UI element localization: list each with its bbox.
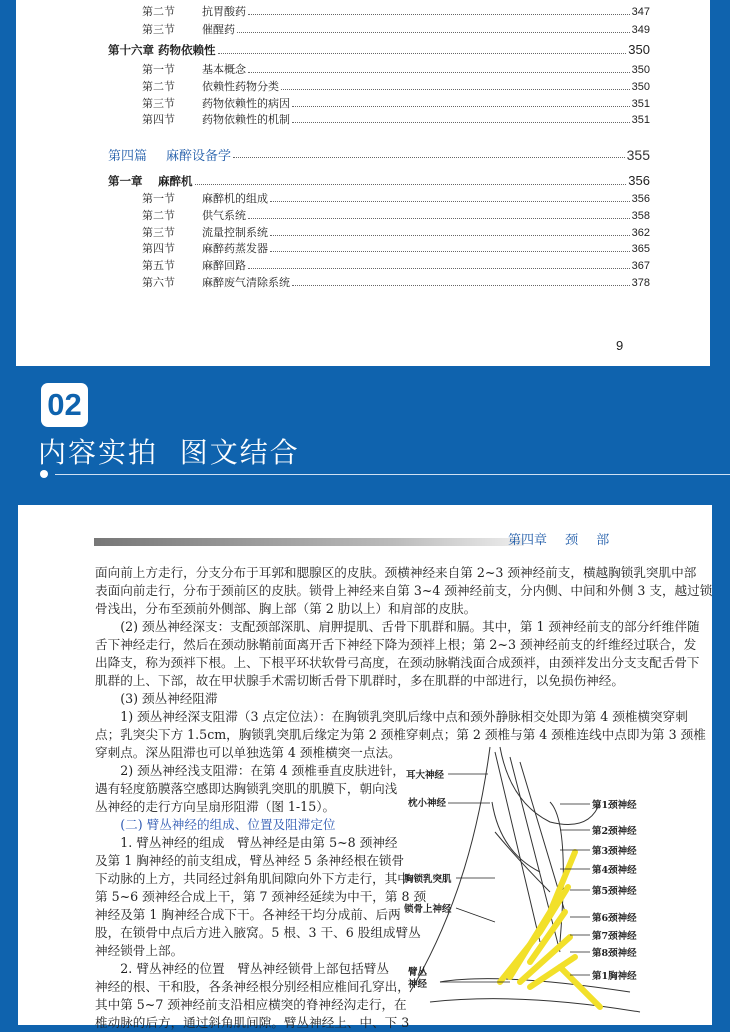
toc-leader <box>292 106 630 107</box>
toc-leader <box>292 285 630 286</box>
fig-label: 耳大神经 <box>406 770 445 781</box>
body-text-line: (二) 臂丛神经的组成、位置及阻滞定位 <box>95 817 336 832</box>
toc-page: 358 <box>631 210 650 222</box>
toc-page: 378 <box>631 277 650 289</box>
toc-number: 第一节 <box>142 63 175 76</box>
fig-label: 第1胸神经 <box>592 971 637 982</box>
toc-leader <box>248 72 630 73</box>
toc-title: 麻醉机的组成 <box>202 192 268 205</box>
body-text-line: 表面向前走行，分布于颈前区的皮肤。锁骨上神经来自第 3~4 颈神经前支，分内侧、中间和外侧 3 支，越过锁 <box>95 583 713 598</box>
running-head: 第四章 颈 部 <box>508 533 610 548</box>
body-text-line: 遇有轻度筋膜落空感即达胸锁乳突肌的肌膜下，朝向浅 <box>95 781 398 796</box>
body-text-line: 第 5~6 颈神经合成上干，第 7 颈神经延续为中干，第 8 颈 <box>95 889 427 904</box>
toc-number: 第二节 <box>142 5 175 18</box>
body-text-line: 肌群的上、下部，故在甲状腺手术需切断舌骨下肌群时，多在肌群的中部进行，以免损伤神经。 <box>95 673 624 688</box>
toc-leader <box>248 268 630 269</box>
body-text-line: (3) 颈丛神经阻滞 <box>95 691 218 706</box>
toc-page: 350 <box>628 42 650 57</box>
toc-number: 第五节 <box>142 259 175 272</box>
toc-page: 367 <box>631 260 650 272</box>
body-text-line: 椎动脉的后方，通过斜角肌间隙。臂丛神经上、中、下 3 <box>95 1015 410 1030</box>
body-text-line: 下动脉的上方，共同经过斜角肌间隙向外下方走行，其中 <box>95 871 410 886</box>
toc-leader <box>218 53 627 54</box>
toc-entry <box>142 111 650 127</box>
toc-page: 356 <box>628 173 650 188</box>
toc-page: 347 <box>631 6 650 18</box>
toc-title: 流量控制系统 <box>202 226 268 239</box>
toc-leader <box>233 157 625 158</box>
toc-title: 供气系统 <box>202 209 246 222</box>
body-text-line: 骨浅出，分布至颈前外侧部、胸上部（第 2 肋以上）和肩部的皮肤。 <box>95 601 477 616</box>
toc-page: 355 <box>626 147 650 163</box>
toc-title: 麻醉设备学 <box>166 148 232 163</box>
toc-page: 365 <box>631 243 650 255</box>
toc-number: 第二节 <box>142 209 175 222</box>
toc-number: 第三节 <box>142 23 175 36</box>
toc-entry <box>142 257 650 273</box>
toc-number: 第一节 <box>142 192 175 205</box>
toc-leader <box>195 184 627 185</box>
toc-number: 第三节 <box>142 226 175 239</box>
fig-label: 第4颈神经 <box>592 865 637 876</box>
toc-leader <box>281 89 630 90</box>
cervical-plexus-figure <box>400 742 650 1022</box>
body-text-line: (2) 颈丛神经深支：支配颈部深肌、肩胛提肌、舌骨下肌群和膈。其中，第 1 颈神经前支的部分纤维伴随 <box>95 619 700 634</box>
toc-page: 356 <box>631 193 650 205</box>
toc-number: 第一章 <box>108 174 143 188</box>
toc-page <box>16 0 710 366</box>
toc-leader <box>248 14 630 15</box>
toc-page: 350 <box>631 64 650 76</box>
toc-page: 362 <box>631 227 650 239</box>
toc-number: 第四节 <box>142 242 175 255</box>
toc-page: 351 <box>631 98 650 110</box>
body-text-line: 1. 臂丛神经的组成 臂丛神经是由第 5~8 颈神经 <box>95 835 398 850</box>
body-text-line: 股，在锁骨中点后方进入腋窝。5 根、3 干、6 股组成臂丛 <box>95 925 421 940</box>
body-text-line: 点；乳突尖下方 1.5cm，胸锁乳突肌后缘定为第 2 颈椎穿刺点；第 2 颈椎与第 4 颈椎连线中点即为第 3 颈椎 <box>95 727 706 742</box>
fig-label: 胸锁乳突肌 <box>404 874 452 885</box>
toc-page: 350 <box>631 81 650 93</box>
body-text-line: 出降支，称为颈袢下根。上、下根平环状软骨弓高度，在颈动脉鞘浅面合成颈袢，由颈袢发出分支支配舌骨下 <box>95 655 700 670</box>
body-text-line: 及第 1 胸神经的前支组成，臂丛神经 5 条神经根在锁骨 <box>95 853 405 868</box>
body-text-line: 神经及第 1 胸神经合成下干。各神经干均分成前、后两 <box>95 907 401 922</box>
toc-number: 第六节 <box>142 276 175 289</box>
toc-title: 麻醉机 <box>158 174 193 188</box>
body-text-line: 穿刺点。深丛阻滞也可以单独选第 4 颈椎横突一点法。 <box>95 745 401 760</box>
toc-entry <box>108 42 650 58</box>
toc-leader <box>270 235 630 236</box>
fig-label: 第8颈神经 <box>592 948 637 959</box>
toc-entry <box>142 224 650 240</box>
sample-page <box>18 505 713 1030</box>
toc-entry <box>142 21 650 37</box>
toc-page: 351 <box>631 114 650 126</box>
toc-title: 麻醉废气清除系统 <box>202 276 290 289</box>
toc-title: 催醒药 <box>202 23 235 36</box>
toc-leader <box>270 251 630 252</box>
toc-entry <box>142 274 650 290</box>
toc-title: 药物依赖性的机制 <box>202 113 290 126</box>
body-text-line: 神经的根、干和股，各条神经根分别经相应椎间孔穿出， <box>95 979 410 994</box>
toc-number: 第四篇 <box>108 148 148 163</box>
body-text-line: 其中第 5~7 颈神经前支沿相应横突的脊神经沟走行，在 <box>95 997 407 1012</box>
section-headline: 内容实拍 图文结合 <box>38 436 300 469</box>
fig-label: 第7颈神经 <box>592 931 637 942</box>
fig-label: 第6颈神经 <box>592 913 637 924</box>
body-text-line: 1) 颈丛神经深支阻滞（3 点定位法）：在胸锁乳突肌后缘中点和颈外静脉相交处即为第 4 颈椎横突穿刺 <box>95 709 688 724</box>
toc-leader <box>248 218 630 219</box>
toc-entry <box>142 240 650 256</box>
section-badge: 02 <box>41 383 88 427</box>
body-text-line: 舌下神经走行，然后在颈动脉鞘前面离开舌下神经下降为颈袢上根；第 2~3 颈神经前支的纤维经过联合，发 <box>95 637 697 652</box>
fig-label: 第3颈神经 <box>592 846 637 857</box>
body-text-line: 神经锁骨上部。 <box>95 943 184 958</box>
toc-entry <box>142 207 650 223</box>
toc-entry <box>108 145 650 164</box>
fig-label: 第2颈神经 <box>592 826 637 837</box>
toc-title: 麻醉药蒸发器 <box>202 242 268 255</box>
toc-entry <box>142 95 650 111</box>
running-head-bar <box>94 538 524 546</box>
toc-page: 349 <box>631 24 650 36</box>
toc-number: 第十六章 <box>108 43 154 57</box>
fig-label: 锁骨上神经 <box>404 904 452 915</box>
body-text-line: 丛神经的走行方向呈扇形阻滞（图 1-15）。 <box>95 799 336 814</box>
toc-entry <box>142 61 650 77</box>
toc-number: 第二节 <box>142 80 175 93</box>
page-number: 9 <box>616 338 624 353</box>
toc-leader <box>292 122 630 123</box>
fig-label: 第5颈神经 <box>592 886 637 897</box>
toc-entry <box>142 78 650 94</box>
toc-leader <box>270 201 630 202</box>
toc-entry <box>108 173 650 189</box>
toc-title: 药物依赖性 <box>158 43 216 57</box>
toc-leader <box>237 32 630 33</box>
fig-label: 枕小神经 <box>408 798 447 809</box>
toc-title: 麻醉回路 <box>202 259 246 272</box>
toc-title: 抗胃酸药 <box>202 5 246 18</box>
toc-entry <box>142 3 650 19</box>
fig-label: 第1颈神经 <box>592 800 637 811</box>
body-text-line: 2) 颈丛神经浅支阻滞：在第 4 颈椎垂直皮肤进针， <box>95 763 406 778</box>
toc-entry <box>142 190 650 206</box>
toc-number: 第三节 <box>142 97 175 110</box>
toc-title: 依赖性药物分类 <box>202 80 279 93</box>
divider <box>55 474 730 475</box>
decor-dot <box>40 470 48 478</box>
fig-label: 臂丛 <box>408 967 428 978</box>
body-text-line: 2. 臂丛神经的位置 臂丛神经锁骨上部包括臂丛 <box>95 961 389 976</box>
toc-title: 基本概念 <box>202 63 246 76</box>
fig-label: 神经 <box>408 979 428 990</box>
toc-title: 药物依赖性的病因 <box>202 97 290 110</box>
body-text-line: 面向前上方走行，分支分布于耳郭和腮腺区的皮肤。颈横神经来自第 2~3 颈神经前支，横越胸锁乳突肌中部 <box>95 565 697 580</box>
toc-number: 第四节 <box>142 113 175 126</box>
